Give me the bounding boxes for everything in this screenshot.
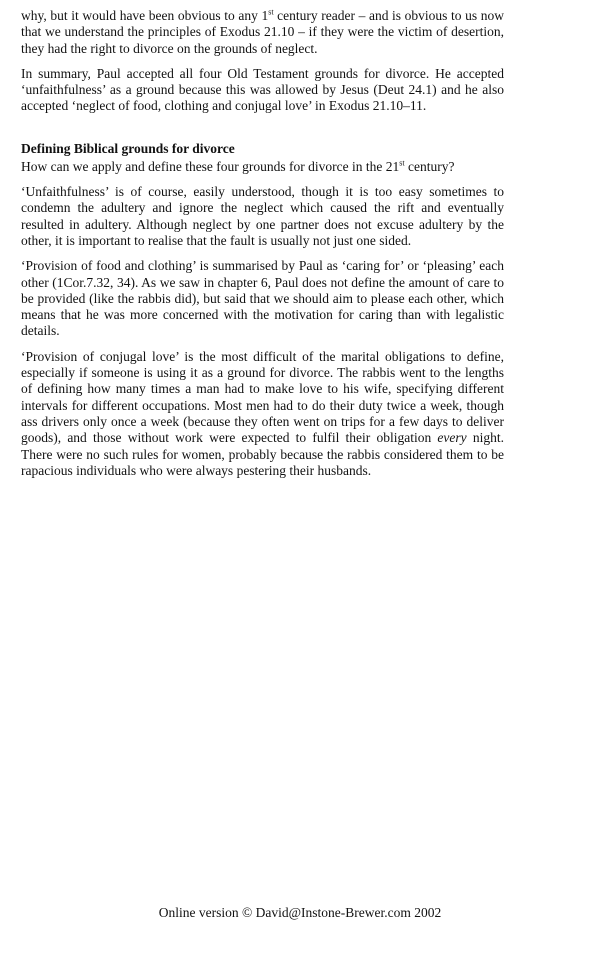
- paragraph-text: why, but it would have been obvious to any 1: [21, 8, 269, 23]
- paragraph-text: century?: [404, 158, 455, 174]
- paragraph-text: ‘Provision of conjugal love’ is the most difficult of the marital obligations to define, especially if someone is using it as a ground for divorce. The rabbis went to the lengths of defining how many times a man had to make love to his wife, specifying different intervals for different occupations. Most men had to do their duty twice a week, though ass drivers only once a week (because they often went on trips for a few days to deliver goods), and those without work were expected to fulfil their obligation: [21, 348, 504, 446]
- document-page: [21, 8, 504, 488]
- paragraph-summary: In summary, Paul accepted all four Old Testament grounds for divorce. He accepted ‘unfaithfulness’ as a ground because this was allowed by Jesus (Deut 24.1) and he also accepted ‘neglect of food, clothing and conjugal love’ in Exodus 21.10–11.: [21, 65, 504, 114]
- section-heading: Defining Biblical grounds for divorce: [21, 140, 235, 156]
- emphasis-text: every: [437, 430, 467, 446]
- paragraph-text: night. There were no such rules for women, probably because the rabbis considered them to be rapacious individuals who were always pestering their husbands.: [21, 430, 504, 478]
- paragraph-conjugal-love: [21, 349, 504, 479]
- superscript: st: [268, 7, 274, 17]
- paragraph-food-clothing: ‘Provision of food and clothing’ is summarised by Paul as ‘caring for’ or ‘pleasing’ each other (1Cor.7.32, 34). As we saw in chapter 6, Paul does not define the amount of care to be provided (like the rabbis did), but said that we should aim to please each other, which means that he was more concerned with the motivation for caring than with legalistic details.: [21, 258, 504, 339]
- paragraph-desertion: [21, 8, 504, 57]
- paragraph-text: How can we apply and define these four grounds for divorce in the 21: [21, 158, 400, 174]
- page-footer: Online version © David@Instone-Brewer.com 2002: [158, 905, 442, 920]
- paragraph-text: century reader – and is obvious to us now that we understand the principles of Exodus 21.10 – if they were the victim of desertion, they had the right to divorce on the grounds of neglect.: [21, 8, 505, 56]
- superscript: st: [399, 158, 405, 168]
- paragraph-unfaithfulness: ‘Unfaithfulness’ is of course, easily understood, though it is too easy sometimes to condemn the adultery and ignore the neglect which caused the rift and eventually resulted in adultery. Although neglect by one partner does not excuse adultery by the other, it is important to realise that the fault is usually not just one sided.: [21, 184, 504, 248]
- paragraph-intro-question: [21, 159, 504, 175]
